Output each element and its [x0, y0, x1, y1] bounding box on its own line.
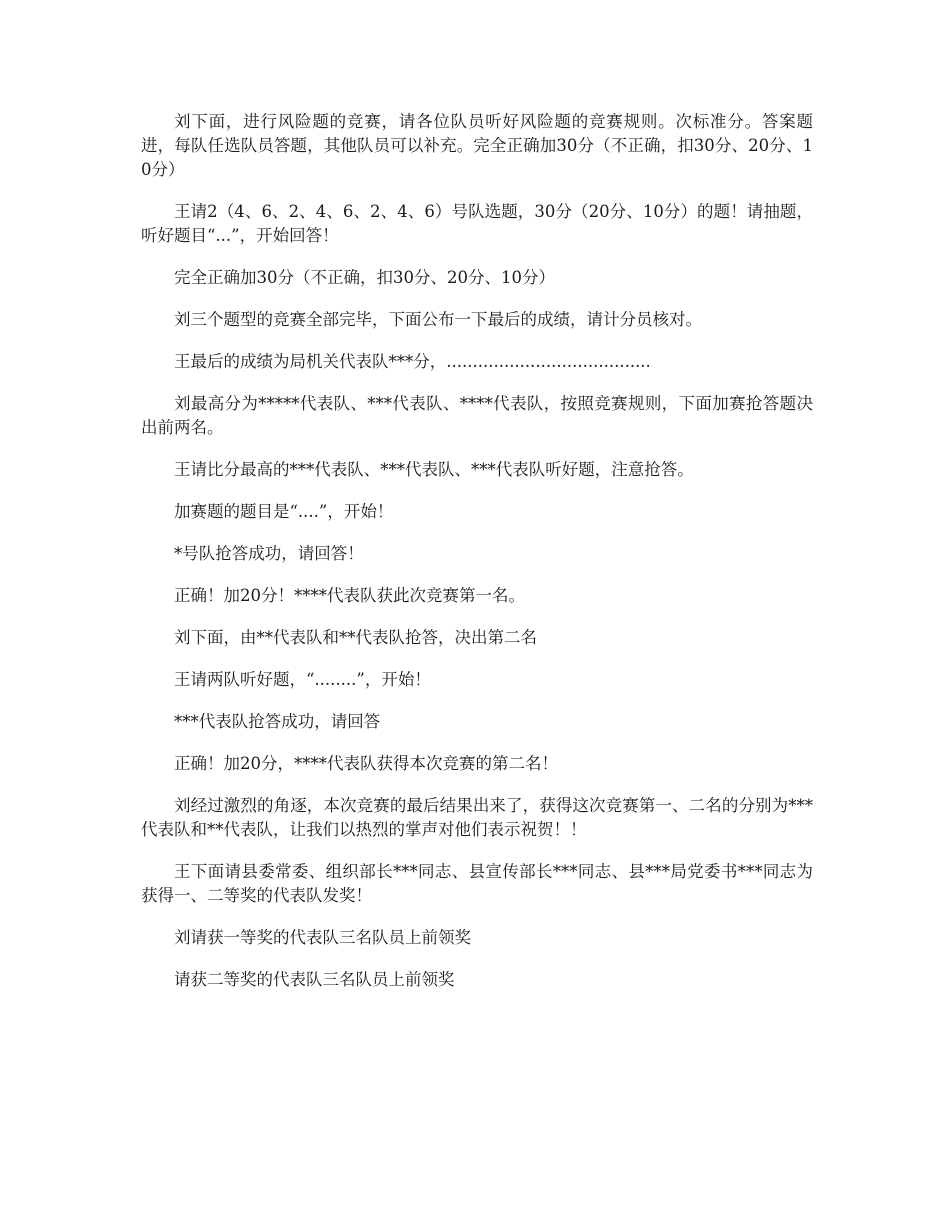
paragraph-second-round: 刘下面，由**代表队和**代表队抢答，决出第二名: [174, 628, 537, 647]
paragraph-first-prize: 刘请获一等奖的代表队三名队员上前领奖: [174, 928, 471, 947]
paragraph-final-scores: 王最后的成绩为局机关代表队***分，.......................................: [174, 352, 651, 371]
paragraph-first-place: 正确！加20分！****代表队获此次竞赛第一名。: [174, 586, 525, 605]
paragraph-two-teams: 王请两队听好题，“........”，开始！: [174, 670, 431, 689]
paragraph-award-presenters: 王下面请县委常委、组织部长***同志、县宣传部长***同志、县***局党委书***同志为获得一、二等奖的代表队发奖！: [141, 862, 813, 905]
paragraph-second-place: 正确！加20分，****代表队获得本次竞赛的第二名！: [174, 754, 558, 773]
paragraph-tiebreak: 刘最高分为*****代表队、***代表队、****代表队，按照竞赛规则，下面加赛抢答题决出前两名。: [141, 394, 813, 437]
paragraph-congratulations: 刘经过激烈的角逐，本次竞赛的最后结果出来了，获得这次竞赛第一、二名的分别为***代表队和**代表队，让我们以热烈的掌声对他们表示祝贺！！: [141, 796, 813, 839]
paragraph-listen-question: 王请比分最高的***代表队、***代表队、***代表队听好题，注意抢答。: [174, 460, 694, 479]
paragraph-buzz-success-2: ***代表队抢答成功，请回答: [174, 712, 381, 731]
paragraph-announce-results: 刘三个题型的竞赛全部完毕，下面公布一下最后的成绩，请计分员核对。: [174, 310, 702, 329]
document-body: [141, 110, 813, 1010]
paragraph-team-select: 王请2（4、6、2、4、6、2、4、6）号队选题，30分（20分、10分）的题！请抽题，听好题目“...”，开始回答！: [141, 202, 813, 245]
paragraph-risk-rules: 刘下面，进行风险题的竞赛，请各位队员听好风险题的竞赛规则。次标准分。答案题进，每队任选队员答题，其他队员可以补充。完全正确加30分（不正确，扣30分、20分、10分）: [141, 112, 813, 179]
paragraph-second-prize: 请获二等奖的代表队三名队员上前领奖: [174, 970, 455, 989]
paragraph-scoring: 完全正确加30分（不正确，扣30分、20分、10分）: [174, 268, 555, 287]
paragraph-buzz-success: *号队抢答成功，请回答！: [174, 544, 364, 563]
paragraph-extra-question: 加赛题的题目是“....”，开始！: [174, 502, 394, 521]
